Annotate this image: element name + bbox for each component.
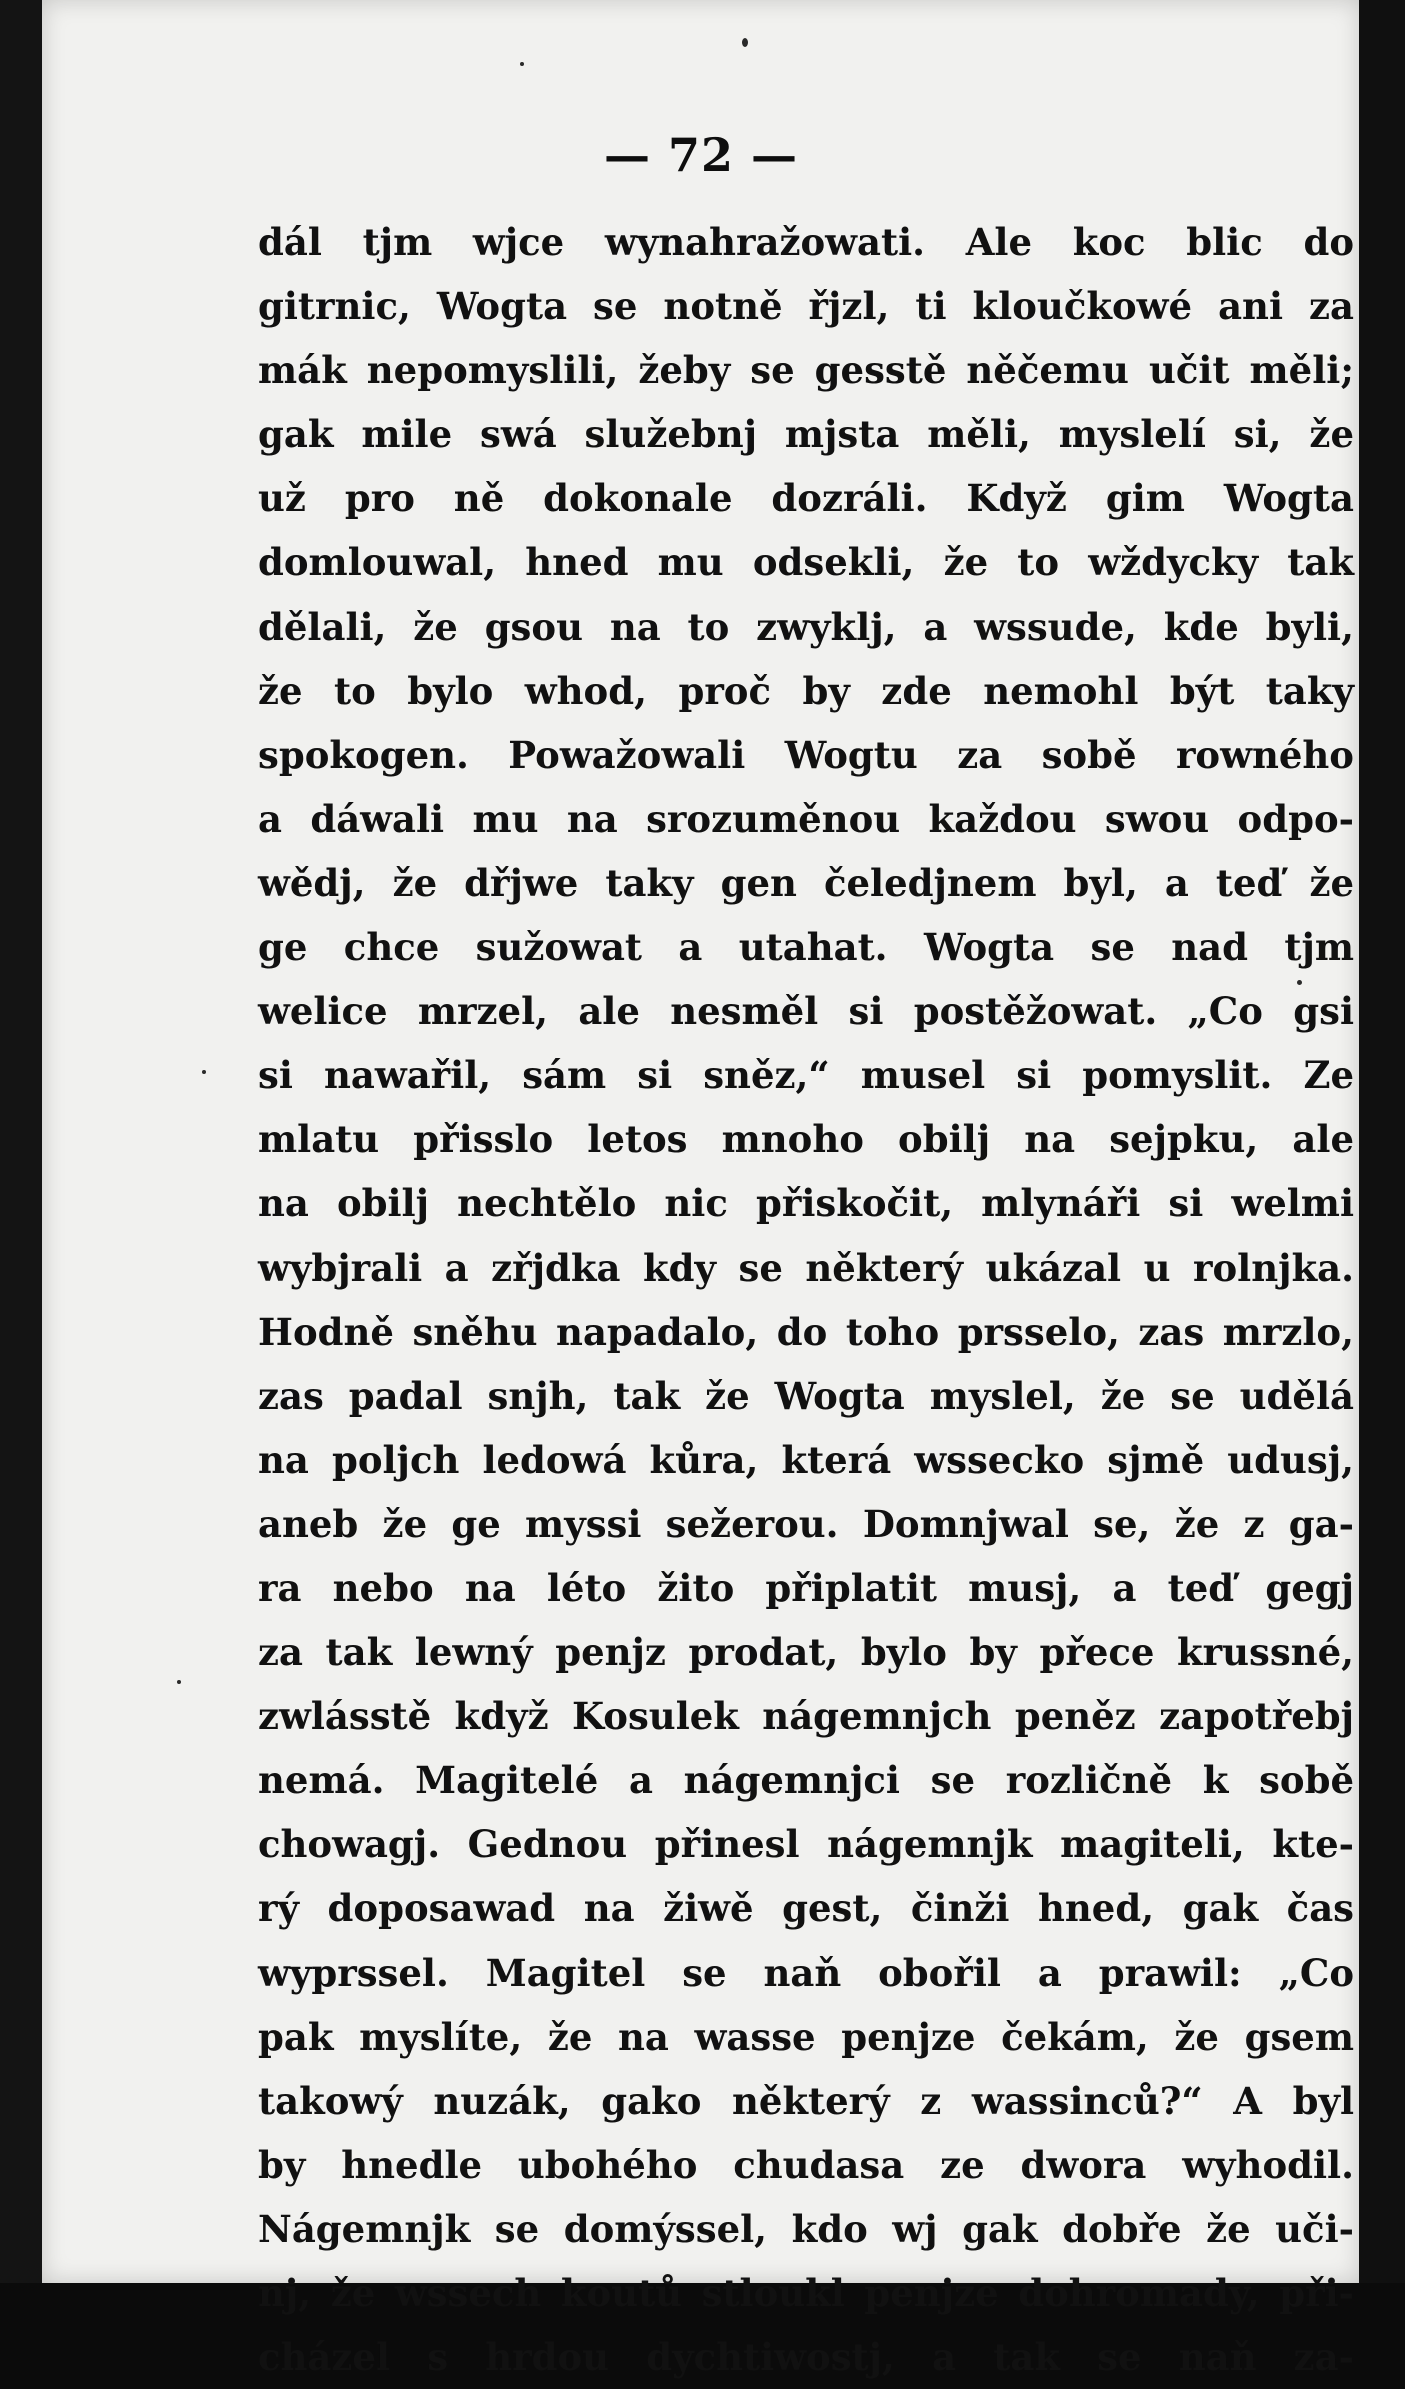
text-line: takowý nuzák, gako některý z wassinců?“ A byl [258,2078,1354,2123]
text-line: rý doposawad na žiwě gest, činži hned, gak čas [258,1886,1354,1931]
text-line: domlouwal, hned mu odsekli, že to wždycky tak [258,540,1354,585]
text-line: spokogen. Powažowali Wogtu za sobě rowného [258,732,1354,777]
text-line: že to bylo whod, proč by zde nemohl být taky [258,668,1354,713]
body-text [258,210,1354,2389]
text-line: na obilj nechtělo nic přiskočit, mlynáři si welmi [258,1181,1354,1226]
text-line: mlatu přisslo letos mnoho obilj na sejpku, ale [258,1117,1354,1162]
text-line: už pro ně dokonale dozráli. Když gim Wogta [258,476,1354,521]
text-line: by hnedle ubohého chudasa ze dwora wyhodil. [258,2142,1354,2187]
text-line: Nágemnjk se domýssel, kdo wj gak dobře že uči- [258,2206,1354,2251]
book-page [42,0,1360,2380]
text-line: pak myslíte, že na wasse penjze čekám, že gsem [258,2014,1354,2059]
text-line: wědj, že dřjwe taky gen čeledjnem byl, a teď že [258,860,1354,905]
text-line: si nawařil, sám si sněz,“ musel si pomyslit. Ze [258,1053,1354,1098]
text-line: chowagj. Gednou přinesl nágemnjk magiteli, kte- [258,1822,1354,1867]
page-number: — 72 — [603,128,799,182]
text-line: wybjrali a zřjdka kdy se některý ukázal u rolnjka. [258,1245,1354,1290]
paper-speck [742,38,748,47]
paper-speck [202,1070,206,1074]
text-line: ra nebo na léto žito připlatit musj, a teď gegj [258,1565,1354,1610]
text-line: gitrnic, Wogta se notně řjzl, ti kloučkowé ani za [258,284,1354,329]
text-line: dál tjm wjce wynahražowati. Ale koc blic do [258,220,1354,264]
text-line: wyprssel. Magitel se naň obořil a prawil: „Co [258,1950,1354,1995]
text-line: nemá. Magitelé a nágemnjci se rozličně k sobě [258,1758,1354,1803]
text-line: nj, že wssech koutů stloukl penjze dohromady, při- [258,2271,1354,2315]
paper-speck [177,1680,181,1684]
text-line: ge chce sužowat a utahat. Wogta se nad tjm [258,925,1354,970]
text-line: zwlásstě když Kosulek nágemnjch peněz zapotřebj [258,1694,1354,1739]
text-line: zas padal snjh, tak že Wogta myslel, že se udělá [258,1373,1354,1418]
text-line: Hodně sněhu napadalo, do toho prsselo, zas mrzlo, [258,1309,1354,1354]
text-line: cházel s hrdou dychtiwostj, a tak se naň za- [258,2335,1354,2380]
text-line: a dáwali mu na srozuměnou každou swou odpo- [258,796,1354,841]
text-line: welice mrzel, ale nesměl si postěžowat. „Co gsi [258,989,1354,1034]
text-line: za tak lewný penjz prodat, bylo by přece krussné, [258,1630,1354,1675]
text-line: mák nepomyslili, žeby se gesstě něčemu učit měli; [258,348,1354,393]
scan-left-border [0,0,42,2283]
text-line: na poljch ledowá kůra, která wssecko sjmě udusj, [258,1437,1354,1482]
text-line: aneb že ge myssi sežerou. Domnjwal se, že z ga- [258,1501,1354,1546]
paper-speck [520,62,524,66]
text-line: gak mile swá služebnj mjsta měli, myslelí si, že [258,412,1354,457]
text-line: dělali, že gsou na to zwyklj, a wssude, kde byli, [258,604,1354,649]
scan-right-border [1359,0,1405,2283]
